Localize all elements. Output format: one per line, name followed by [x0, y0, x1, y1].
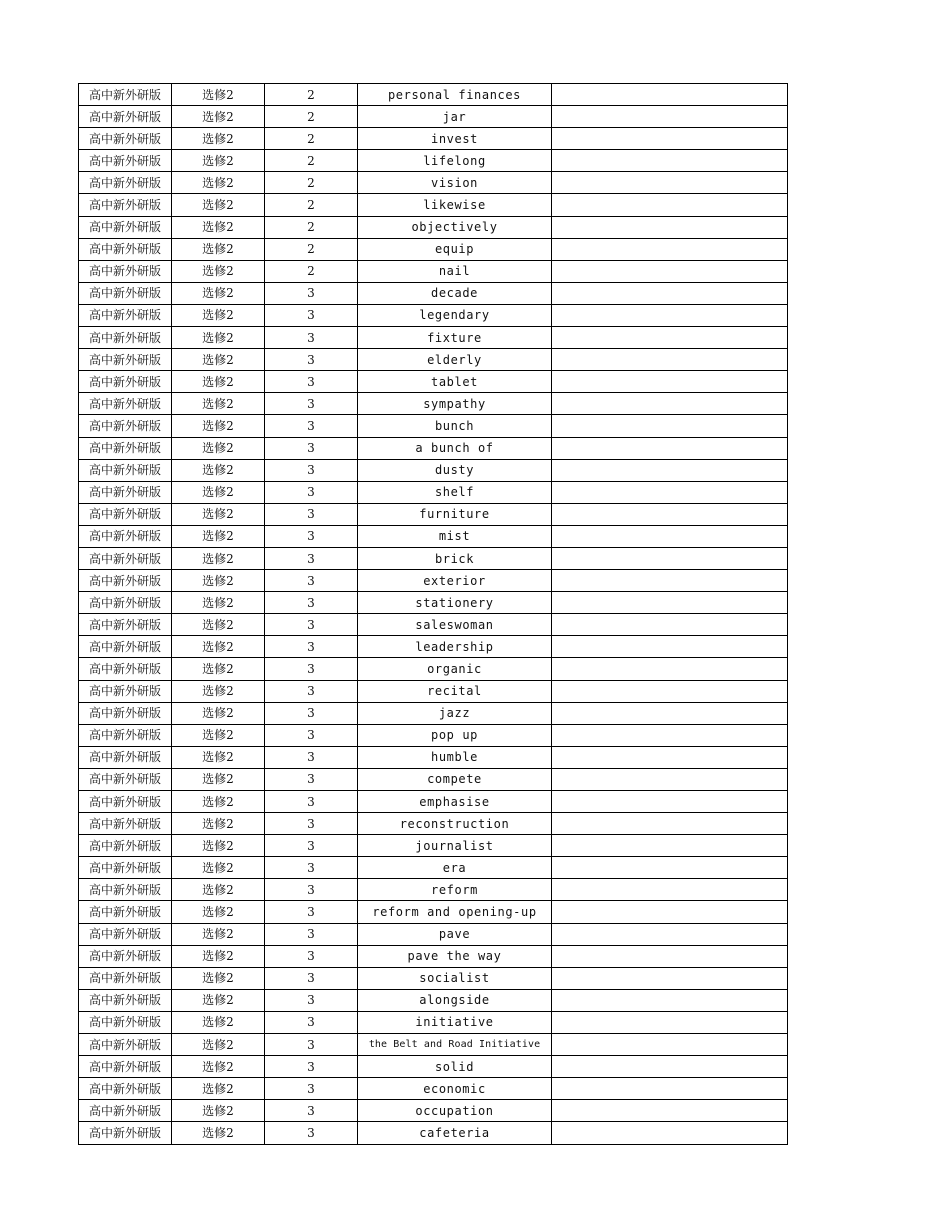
- textbook-cell: 高中新外研版: [79, 857, 172, 879]
- textbook-cell: 高中新外研版: [79, 349, 172, 371]
- unit-cell: 3: [265, 945, 358, 967]
- volume-cell: 选修2: [172, 349, 265, 371]
- word-cell: bunch: [358, 415, 552, 437]
- table-row: [79, 415, 788, 437]
- word-cell: occupation: [358, 1100, 552, 1122]
- table-row: [79, 592, 788, 614]
- translation-cell: [552, 768, 788, 790]
- translation-cell: [552, 459, 788, 481]
- translation-cell: [552, 658, 788, 680]
- translation-cell: [552, 901, 788, 923]
- volume-cell: 选修2: [172, 592, 265, 614]
- unit-cell: 3: [265, 393, 358, 415]
- textbook-cell: 高中新外研版: [79, 791, 172, 813]
- unit-cell: 3: [265, 592, 358, 614]
- table-row: [79, 393, 788, 415]
- textbook-cell: 高中新外研版: [79, 1122, 172, 1144]
- translation-cell: [552, 570, 788, 592]
- volume-cell: 选修2: [172, 260, 265, 282]
- translation-cell: [552, 1122, 788, 1144]
- table-row: [79, 614, 788, 636]
- word-cell: era: [358, 857, 552, 879]
- textbook-cell: 高中新外研版: [79, 128, 172, 150]
- unit-cell: 2: [265, 238, 358, 260]
- word-cell: reform and opening-up: [358, 901, 552, 923]
- unit-cell: 3: [265, 923, 358, 945]
- word-cell: decade: [358, 282, 552, 304]
- unit-cell: 3: [265, 437, 358, 459]
- translation-cell: [552, 923, 788, 945]
- textbook-cell: 高中新外研版: [79, 150, 172, 172]
- unit-cell: 3: [265, 282, 358, 304]
- word-cell: socialist: [358, 967, 552, 989]
- unit-cell: 3: [265, 901, 358, 923]
- textbook-cell: 高中新外研版: [79, 1011, 172, 1033]
- textbook-cell: 高中新外研版: [79, 106, 172, 128]
- translation-cell: [552, 106, 788, 128]
- table-row: [79, 636, 788, 658]
- translation-cell: [552, 724, 788, 746]
- volume-cell: 选修2: [172, 680, 265, 702]
- textbook-cell: 高中新外研版: [79, 813, 172, 835]
- word-cell: fixture: [358, 327, 552, 349]
- translation-cell: [552, 614, 788, 636]
- volume-cell: 选修2: [172, 791, 265, 813]
- table-row: [79, 371, 788, 393]
- textbook-cell: 高中新外研版: [79, 835, 172, 857]
- table-row: [79, 304, 788, 326]
- word-cell: elderly: [358, 349, 552, 371]
- word-cell: nail: [358, 260, 552, 282]
- textbook-cell: 高中新外研版: [79, 680, 172, 702]
- word-cell: emphasise: [358, 791, 552, 813]
- volume-cell: 选修2: [172, 702, 265, 724]
- unit-cell: 3: [265, 327, 358, 349]
- volume-cell: 选修2: [172, 327, 265, 349]
- volume-cell: 选修2: [172, 614, 265, 636]
- volume-cell: 选修2: [172, 1011, 265, 1033]
- volume-cell: 选修2: [172, 128, 265, 150]
- unit-cell: 3: [265, 459, 358, 481]
- translation-cell: [552, 1034, 788, 1056]
- translation-cell: [552, 481, 788, 503]
- table-row: [79, 128, 788, 150]
- translation-cell: [552, 84, 788, 106]
- word-cell: lifelong: [358, 150, 552, 172]
- translation-cell: [552, 415, 788, 437]
- translation-cell: [552, 1011, 788, 1033]
- translation-cell: [552, 967, 788, 989]
- table-row: [79, 106, 788, 128]
- volume-cell: 选修2: [172, 304, 265, 326]
- unit-cell: 2: [265, 260, 358, 282]
- table-row: [79, 172, 788, 194]
- translation-cell: [552, 525, 788, 547]
- volume-cell: 选修2: [172, 84, 265, 106]
- textbook-cell: 高中新外研版: [79, 768, 172, 790]
- unit-cell: 3: [265, 1100, 358, 1122]
- volume-cell: 选修2: [172, 371, 265, 393]
- translation-cell: [552, 1100, 788, 1122]
- table-row: [79, 194, 788, 216]
- translation-cell: [552, 238, 788, 260]
- unit-cell: 3: [265, 1122, 358, 1144]
- word-cell: pave the way: [358, 945, 552, 967]
- word-cell: jar: [358, 106, 552, 128]
- unit-cell: 3: [265, 967, 358, 989]
- word-cell: journalist: [358, 835, 552, 857]
- textbook-cell: 高中新外研版: [79, 304, 172, 326]
- vocabulary-table-body: [79, 84, 788, 1145]
- volume-cell: 选修2: [172, 415, 265, 437]
- table-row: [79, 437, 788, 459]
- translation-cell: [552, 879, 788, 901]
- translation-cell: [552, 216, 788, 238]
- vocabulary-sheet: [78, 83, 788, 1145]
- unit-cell: 3: [265, 525, 358, 547]
- volume-cell: 选修2: [172, 636, 265, 658]
- unit-cell: 3: [265, 547, 358, 569]
- unit-cell: 3: [265, 1011, 358, 1033]
- volume-cell: 选修2: [172, 437, 265, 459]
- word-cell: reconstruction: [358, 813, 552, 835]
- volume-cell: 选修2: [172, 238, 265, 260]
- volume-cell: 选修2: [172, 1078, 265, 1100]
- table-row: [79, 282, 788, 304]
- textbook-cell: 高中新外研版: [79, 901, 172, 923]
- volume-cell: 选修2: [172, 857, 265, 879]
- word-cell: alongside: [358, 989, 552, 1011]
- textbook-cell: 高中新外研版: [79, 1056, 172, 1078]
- word-cell: jazz: [358, 702, 552, 724]
- table-row: [79, 923, 788, 945]
- word-cell: tablet: [358, 371, 552, 393]
- translation-cell: [552, 835, 788, 857]
- volume-cell: 选修2: [172, 1056, 265, 1078]
- table-row: [79, 349, 788, 371]
- volume-cell: 选修2: [172, 459, 265, 481]
- translation-cell: [552, 128, 788, 150]
- word-cell: dusty: [358, 459, 552, 481]
- textbook-cell: 高中新外研版: [79, 636, 172, 658]
- table-row: [79, 1078, 788, 1100]
- table-row: [79, 1100, 788, 1122]
- word-cell: personal finances: [358, 84, 552, 106]
- volume-cell: 选修2: [172, 768, 265, 790]
- volume-cell: 选修2: [172, 150, 265, 172]
- volume-cell: 选修2: [172, 172, 265, 194]
- table-row: [79, 238, 788, 260]
- textbook-cell: 高中新外研版: [79, 879, 172, 901]
- textbook-cell: 高中新外研版: [79, 1078, 172, 1100]
- textbook-cell: 高中新外研版: [79, 547, 172, 569]
- translation-cell: [552, 791, 788, 813]
- textbook-cell: 高中新外研版: [79, 437, 172, 459]
- table-row: [79, 459, 788, 481]
- word-cell: pop up: [358, 724, 552, 746]
- translation-cell: [552, 857, 788, 879]
- word-cell: organic: [358, 658, 552, 680]
- volume-cell: 选修2: [172, 967, 265, 989]
- table-row: [79, 503, 788, 525]
- word-cell: initiative: [358, 1011, 552, 1033]
- volume-cell: 选修2: [172, 746, 265, 768]
- unit-cell: 3: [265, 1078, 358, 1100]
- textbook-cell: 高中新外研版: [79, 614, 172, 636]
- unit-cell: 2: [265, 150, 358, 172]
- textbook-cell: 高中新外研版: [79, 194, 172, 216]
- table-row: [79, 525, 788, 547]
- textbook-cell: 高中新外研版: [79, 503, 172, 525]
- unit-cell: 3: [265, 791, 358, 813]
- table-row: [79, 547, 788, 569]
- table-row: [79, 768, 788, 790]
- textbook-cell: 高中新外研版: [79, 481, 172, 503]
- volume-cell: 选修2: [172, 393, 265, 415]
- translation-cell: [552, 636, 788, 658]
- table-row: [79, 216, 788, 238]
- table-row: [79, 724, 788, 746]
- textbook-cell: 高中新外研版: [79, 84, 172, 106]
- unit-cell: 2: [265, 216, 358, 238]
- volume-cell: 选修2: [172, 570, 265, 592]
- table-row: [79, 901, 788, 923]
- textbook-cell: 高中新外研版: [79, 967, 172, 989]
- word-cell: shelf: [358, 481, 552, 503]
- textbook-cell: 高中新外研版: [79, 989, 172, 1011]
- word-cell: saleswoman: [358, 614, 552, 636]
- translation-cell: [552, 172, 788, 194]
- volume-cell: 选修2: [172, 216, 265, 238]
- unit-cell: 3: [265, 415, 358, 437]
- textbook-cell: 高中新外研版: [79, 570, 172, 592]
- word-cell: a bunch of: [358, 437, 552, 459]
- word-cell: vision: [358, 172, 552, 194]
- textbook-cell: 高中新外研版: [79, 415, 172, 437]
- volume-cell: 选修2: [172, 106, 265, 128]
- table-row: [79, 84, 788, 106]
- translation-cell: [552, 1078, 788, 1100]
- unit-cell: 3: [265, 768, 358, 790]
- unit-cell: 3: [265, 879, 358, 901]
- table-row: [79, 945, 788, 967]
- table-row: [79, 1122, 788, 1144]
- unit-cell: 2: [265, 106, 358, 128]
- volume-cell: 选修2: [172, 282, 265, 304]
- word-cell: equip: [358, 238, 552, 260]
- table-row: [79, 989, 788, 1011]
- table-row: [79, 260, 788, 282]
- word-cell: mist: [358, 525, 552, 547]
- translation-cell: [552, 282, 788, 304]
- table-row: [79, 967, 788, 989]
- translation-cell: [552, 194, 788, 216]
- unit-cell: 3: [265, 503, 358, 525]
- volume-cell: 选修2: [172, 724, 265, 746]
- unit-cell: 3: [265, 1034, 358, 1056]
- word-cell: objectively: [358, 216, 552, 238]
- volume-cell: 选修2: [172, 835, 265, 857]
- translation-cell: [552, 349, 788, 371]
- volume-cell: 选修2: [172, 989, 265, 1011]
- volume-cell: 选修2: [172, 503, 265, 525]
- word-cell: pave: [358, 923, 552, 945]
- unit-cell: 3: [265, 746, 358, 768]
- volume-cell: 选修2: [172, 813, 265, 835]
- translation-cell: [552, 547, 788, 569]
- textbook-cell: 高中新外研版: [79, 172, 172, 194]
- textbook-cell: 高中新外研版: [79, 525, 172, 547]
- unit-cell: 3: [265, 570, 358, 592]
- word-cell: furniture: [358, 503, 552, 525]
- word-cell: leadership: [358, 636, 552, 658]
- translation-cell: [552, 813, 788, 835]
- word-cell: sympathy: [358, 393, 552, 415]
- word-cell: exterior: [358, 570, 552, 592]
- word-cell: the Belt and Road Initiative: [358, 1034, 552, 1056]
- translation-cell: [552, 1056, 788, 1078]
- table-row: [79, 1056, 788, 1078]
- translation-cell: [552, 503, 788, 525]
- volume-cell: 选修2: [172, 525, 265, 547]
- translation-cell: [552, 327, 788, 349]
- textbook-cell: 高中新外研版: [79, 216, 172, 238]
- translation-cell: [552, 702, 788, 724]
- unit-cell: 3: [265, 614, 358, 636]
- unit-cell: 3: [265, 349, 358, 371]
- word-cell: recital: [358, 680, 552, 702]
- word-cell: humble: [358, 746, 552, 768]
- unit-cell: 3: [265, 1056, 358, 1078]
- volume-cell: 选修2: [172, 547, 265, 569]
- unit-cell: 3: [265, 481, 358, 503]
- word-cell: solid: [358, 1056, 552, 1078]
- translation-cell: [552, 746, 788, 768]
- table-row: [79, 680, 788, 702]
- vocabulary-table: [78, 83, 788, 1145]
- translation-cell: [552, 260, 788, 282]
- translation-cell: [552, 989, 788, 1011]
- word-cell: legendary: [358, 304, 552, 326]
- textbook-cell: 高中新外研版: [79, 923, 172, 945]
- table-row: [79, 1011, 788, 1033]
- translation-cell: [552, 592, 788, 614]
- volume-cell: 选修2: [172, 658, 265, 680]
- textbook-cell: 高中新外研版: [79, 459, 172, 481]
- unit-cell: 3: [265, 835, 358, 857]
- textbook-cell: 高中新外研版: [79, 282, 172, 304]
- volume-cell: 选修2: [172, 481, 265, 503]
- volume-cell: 选修2: [172, 194, 265, 216]
- textbook-cell: 高中新外研版: [79, 702, 172, 724]
- table-row: [79, 879, 788, 901]
- unit-cell: 3: [265, 304, 358, 326]
- table-row: [79, 327, 788, 349]
- word-cell: likewise: [358, 194, 552, 216]
- volume-cell: 选修2: [172, 945, 265, 967]
- textbook-cell: 高中新外研版: [79, 371, 172, 393]
- table-row: [79, 658, 788, 680]
- volume-cell: 选修2: [172, 879, 265, 901]
- word-cell: invest: [358, 128, 552, 150]
- translation-cell: [552, 680, 788, 702]
- textbook-cell: 高中新外研版: [79, 260, 172, 282]
- volume-cell: 选修2: [172, 923, 265, 945]
- unit-cell: 3: [265, 371, 358, 393]
- translation-cell: [552, 393, 788, 415]
- word-cell: reform: [358, 879, 552, 901]
- table-row: [79, 702, 788, 724]
- unit-cell: 3: [265, 724, 358, 746]
- unit-cell: 3: [265, 680, 358, 702]
- textbook-cell: 高中新外研版: [79, 1100, 172, 1122]
- table-row: [79, 481, 788, 503]
- word-cell: brick: [358, 547, 552, 569]
- unit-cell: 3: [265, 658, 358, 680]
- word-cell: compete: [358, 768, 552, 790]
- unit-cell: 2: [265, 172, 358, 194]
- unit-cell: 2: [265, 84, 358, 106]
- textbook-cell: 高中新外研版: [79, 746, 172, 768]
- textbook-cell: 高中新外研版: [79, 658, 172, 680]
- textbook-cell: 高中新外研版: [79, 592, 172, 614]
- translation-cell: [552, 150, 788, 172]
- volume-cell: 选修2: [172, 901, 265, 923]
- table-row: [79, 746, 788, 768]
- unit-cell: 2: [265, 194, 358, 216]
- unit-cell: 3: [265, 702, 358, 724]
- translation-cell: [552, 437, 788, 459]
- word-cell: economic: [358, 1078, 552, 1100]
- word-cell: stationery: [358, 592, 552, 614]
- table-row: [79, 150, 788, 172]
- volume-cell: 选修2: [172, 1034, 265, 1056]
- unit-cell: 3: [265, 636, 358, 658]
- unit-cell: 3: [265, 813, 358, 835]
- table-row: [79, 791, 788, 813]
- translation-cell: [552, 371, 788, 393]
- unit-cell: 3: [265, 857, 358, 879]
- table-row: [79, 835, 788, 857]
- translation-cell: [552, 304, 788, 326]
- table-row: [79, 570, 788, 592]
- unit-cell: 3: [265, 989, 358, 1011]
- word-cell: cafeteria: [358, 1122, 552, 1144]
- textbook-cell: 高中新外研版: [79, 945, 172, 967]
- unit-cell: 2: [265, 128, 358, 150]
- textbook-cell: 高中新外研版: [79, 393, 172, 415]
- textbook-cell: 高中新外研版: [79, 238, 172, 260]
- textbook-cell: 高中新外研版: [79, 724, 172, 746]
- table-row: [79, 857, 788, 879]
- textbook-cell: 高中新外研版: [79, 1034, 172, 1056]
- table-row: [79, 1034, 788, 1056]
- volume-cell: 选修2: [172, 1100, 265, 1122]
- volume-cell: 选修2: [172, 1122, 265, 1144]
- textbook-cell: 高中新外研版: [79, 327, 172, 349]
- translation-cell: [552, 945, 788, 967]
- table-row: [79, 813, 788, 835]
